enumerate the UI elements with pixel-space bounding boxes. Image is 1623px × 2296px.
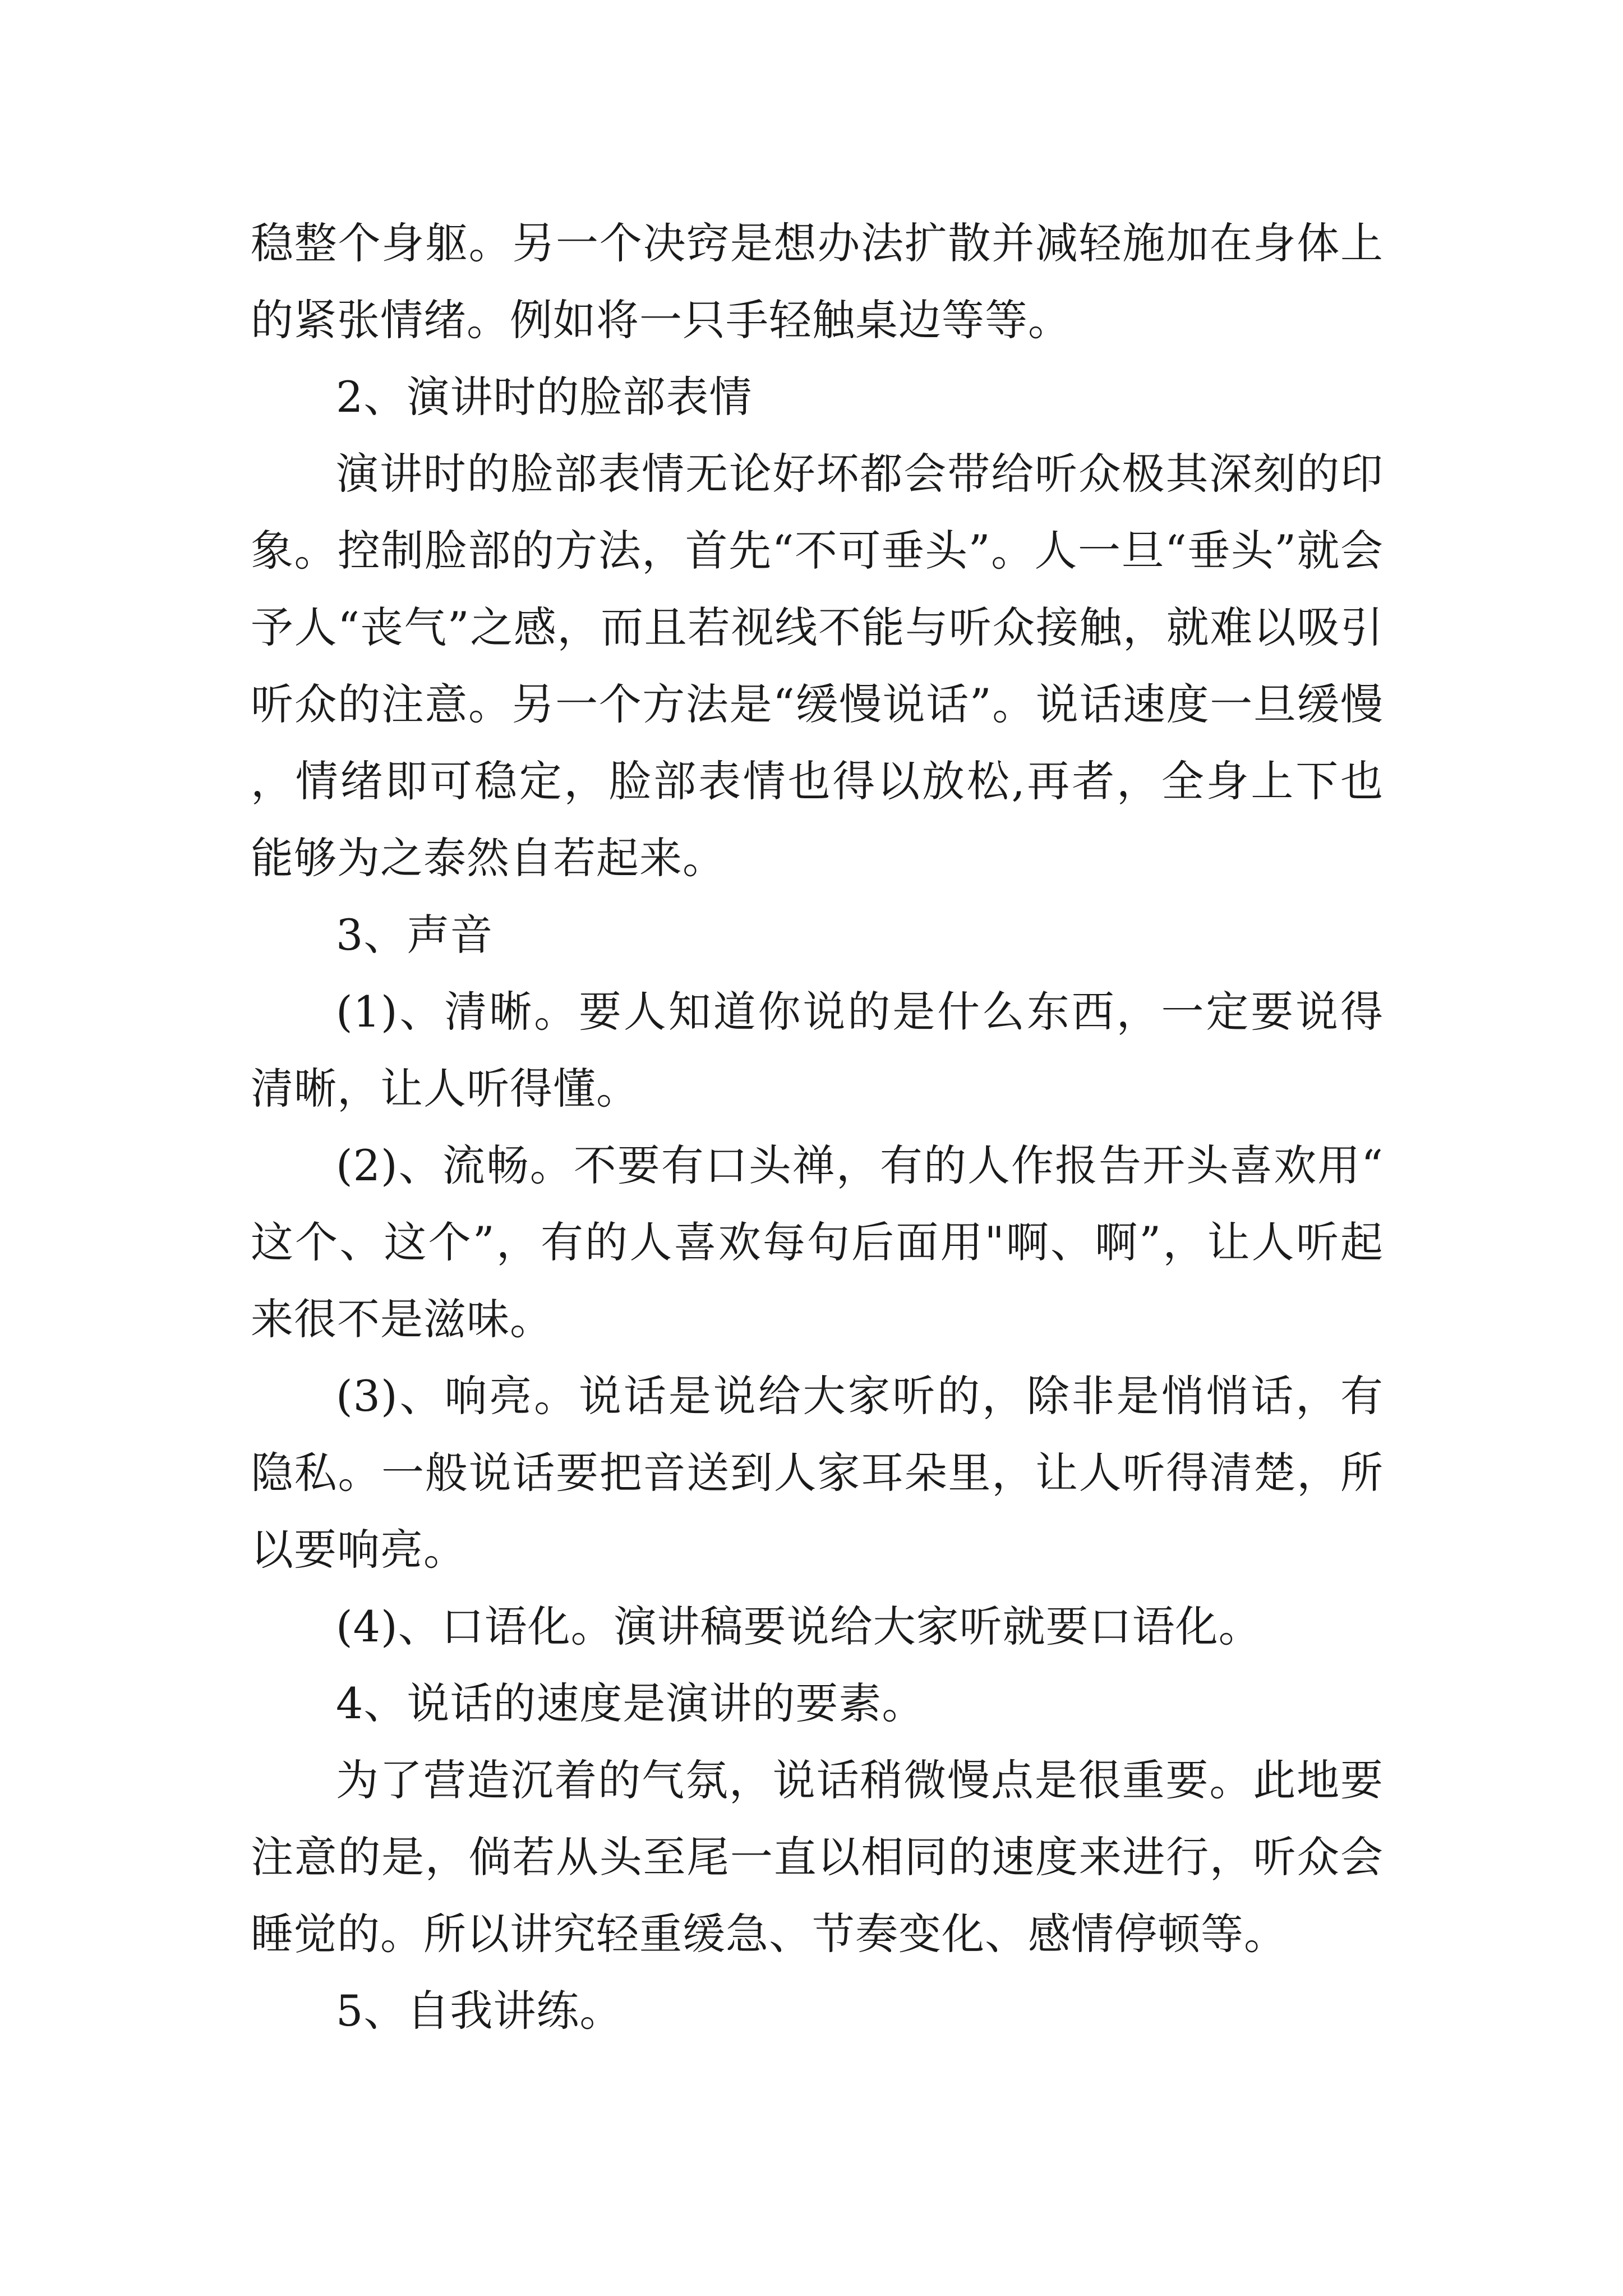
paragraph-colloquial: (4)、口语化。演讲稿要说给大家听就要口语化。 <box>336 1602 1262 1651</box>
paragraph-continuation: 稳整个身躯。另一个决窍是想办法扩散并减轻施加在身体上的紧张情绪。例如将一只手轻触桌边等等。 <box>251 218 1384 345</box>
heading-facial-expression: 2、演讲时的脸部表情 <box>336 372 753 422</box>
paragraph-clarity: (1)、清晰。要人知道你说的是什么东西，一定要说得清晰，让人听得懂。 <box>251 987 1384 1114</box>
paragraph-facial-expression: 演讲时的脸部表情无论好坏都会带给听众极其深刻的印象。控制脸部的方法，首先“不可垂头”。人一旦“垂头”就会予人“丧气”之感，而且若视线不能与听众接触，就难以吸引听众的注意。另一个方法是“缓慢说话”。说话速度一旦缓慢，情绪即可稳定，脸部表情也得以放松,再者，全身上下也能够为之泰然自若起来。 <box>251 449 1384 883</box>
heading-self-practice: 5、自我讲练。 <box>336 1986 623 2036</box>
heading-speech-speed: 4、说话的速度是演讲的要素。 <box>336 1678 925 1728</box>
paragraph-fluency: (2)、流畅。不要有口头禅，有的人作报告开头喜欢用“这个、这个”，有的人喜欢每句后面用"啊、啊”，让人听起来很不是滋味。 <box>251 1140 1384 1344</box>
document-body <box>251 205 1384 2049</box>
heading-voice: 3、声音 <box>336 910 494 960</box>
paragraph-loudness: (3)、响亮。说话是说给大家听的，除非是悄悄话，有隐私。一般说话要把音送到人家耳朵里，让人听得清楚，所以要响亮。 <box>251 1371 1384 1575</box>
paragraph-speech-speed: 为了营造沉着的气氛，说话稍微慢点是很重要。此地要注意的是，倘若从头至尾一直以相同的速度来进行，听众会睡觉的。所以讲究轻重缓急、节奏变化、感情停顿等。 <box>251 1755 1384 1959</box>
